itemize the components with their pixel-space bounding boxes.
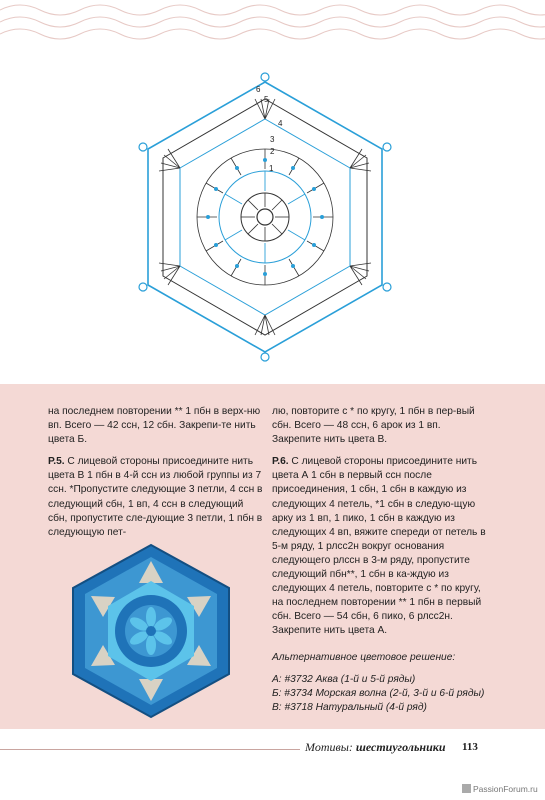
chart-round-3	[197, 149, 333, 285]
footer-rule	[0, 749, 300, 750]
alt-color-title: Альтернативное цветовое решение:	[272, 651, 456, 663]
round5-paragraph	[48, 455, 263, 540]
round5-label: Р.5.	[48, 456, 65, 468]
watermark-logo-icon	[462, 784, 471, 793]
round5-text: С лицевой стороны присоедините нить цвета В 1 пбн в 4-й ссн из любой группы из 7 ссн. *Пропустите следующие 3 петли, 4 ссн в следующий сбн, 1 вп, 4 ссн в следующий сбн, пропустите сле-дующие 3 петли, 1 пбн в следующую пет-	[48, 456, 263, 538]
section-title-prefix: Мотивы:	[305, 740, 356, 754]
round-label-4: 4	[278, 119, 283, 128]
round-label-5: 5	[264, 95, 269, 104]
watermark-text: PassionForum.ru	[473, 784, 538, 794]
chart-round-5	[163, 99, 367, 335]
alt-color-list	[272, 673, 492, 715]
section-title-bold: шестиугольники	[355, 740, 446, 754]
round-label-6: 6	[256, 85, 261, 94]
alt-color-item-a: А: #3732 Аква (1-й и 5-й ряды)	[272, 673, 416, 685]
round6-paragraph	[272, 455, 492, 638]
round6-label: Р.6.	[272, 456, 289, 468]
round5-ending: лю, повторите с * по кругу, 1 пбн в пер-вый сбн. Всего — 48 ссн, 6 арок из 1 вп. Закрепите нить цвета В.	[272, 406, 475, 446]
round-label-2: 2	[270, 147, 275, 156]
watermark	[462, 784, 538, 794]
alt-color-item-b: Б: #3734 Морская волна (2-й, 3-й и 6-й ряды)	[272, 687, 485, 699]
hexagon-motif-photo	[60, 542, 242, 720]
page-number: 113	[462, 741, 478, 753]
round4-ending: на последнем повторении ** 1 пбн в верх-ню вп. Всего — 42 ссн, 12 сбн. Закрепи-те нить цвета Б.	[48, 406, 261, 446]
top-ornament	[0, 0, 545, 48]
round-label-1: 1	[269, 164, 274, 173]
left-column	[48, 405, 263, 548]
chart-round-6	[148, 82, 382, 352]
alt-color-item-c: В: #3718 Натуральный (4-й ряд)	[272, 701, 427, 713]
round-label-3: 3	[270, 135, 275, 144]
round6-text: С лицевой стороны присоедините нить цвета А 1 сбн в первый ссн после присоединения, 1 сбн, 1 сбн в каждую из следующих 4 петель, *1 сбн в следую-щую арку из 1 вп, 1 пико, 1 сбн в каждую из следующих 4 вп, вяжите спереди от петель в 5-м ряду, 1 рлсс2н вокруг основания следующего рлссн в 3-м ряду, пропустите следующий пбн**, 1 сбн в ка-ждую из следующих 4 петель, повторите с * по кругу, на последнем повторении ** 1 пбн в первый сбн. Всего — 54 сбн, 6 пико, 6 рлсс2н. Закрепите нить цвета А.	[272, 456, 486, 637]
crochet-chart	[100, 72, 430, 362]
page-footer	[0, 740, 545, 760]
section-title	[305, 740, 446, 755]
right-column	[272, 405, 492, 715]
chart-center-ring	[257, 209, 273, 225]
